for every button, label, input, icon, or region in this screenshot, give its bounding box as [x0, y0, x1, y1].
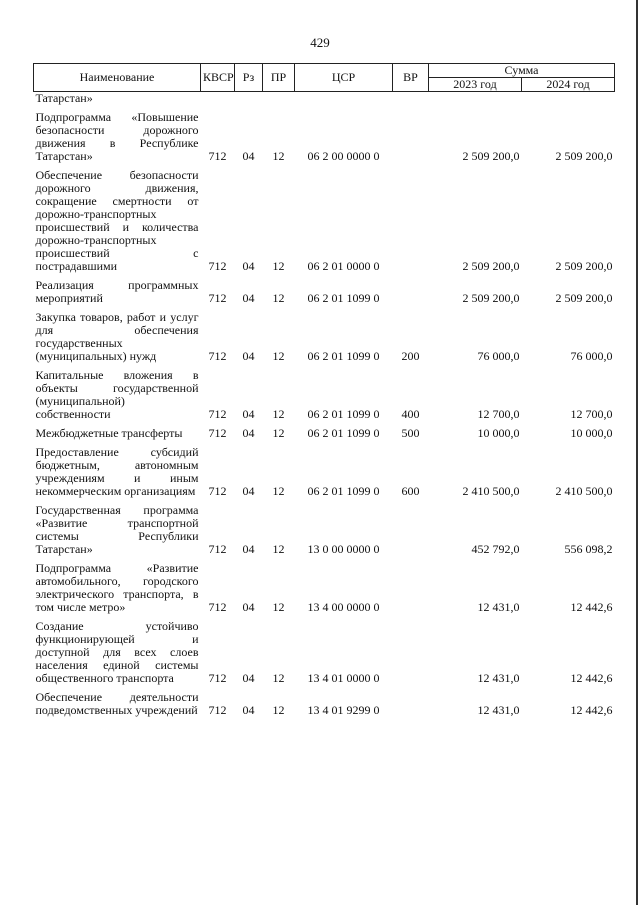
header-csr: ЦСР	[295, 64, 393, 92]
row-pr: 12	[272, 484, 285, 498]
row-csr: 06 2 00 0000 0	[307, 149, 380, 163]
table-row	[34, 107, 615, 165]
row-kvsr: 712	[208, 484, 227, 498]
row-name: Межбюджетные трансферты	[35, 426, 183, 440]
header-pr: ПР	[263, 64, 295, 92]
page-number: 429	[310, 35, 330, 50]
row-rz: 04	[242, 671, 255, 685]
table-header	[34, 64, 615, 92]
row-name: Татарстан»	[35, 91, 93, 105]
row-kvsr: 712	[208, 542, 227, 556]
row-pr: 12	[272, 149, 285, 163]
row-name: Закупка товаров, работ и услуг для обеспечения государственных (муниципальных) нужд	[35, 310, 199, 363]
row-kvsr: 712	[208, 600, 227, 614]
row-csr: 13 4 00 0000 0	[307, 600, 380, 614]
row-vr	[393, 558, 429, 616]
table-row	[34, 165, 615, 275]
row-csr: 06 2 01 1099 0	[307, 426, 380, 440]
row-vr	[393, 275, 429, 307]
row-vr	[393, 616, 429, 687]
table-row	[34, 365, 615, 423]
row-csr: 06 2 01 1099 0	[307, 484, 380, 498]
header-sum: Сумма	[429, 64, 615, 78]
row-amount-2024: 556 098,2	[564, 542, 613, 556]
row-name: Обеспечение безопасности дорожного движения, сокращение смертности от дорожно-транспортных происшествий и количества дорожно-транспортных происшествий с пострадавшими	[35, 168, 199, 273]
row-name: Создание устойчиво функционирующей и доступной для всех слоев населения единой системы общественного транспорта	[35, 619, 199, 685]
row-name: Подпрограмма «Повышение безопасности дорожного движения в Республике Татарстан»	[35, 110, 199, 163]
row-csr	[295, 92, 393, 108]
row-csr: 13 4 01 9299 0	[307, 703, 380, 717]
row-kvsr: 712	[208, 291, 227, 305]
header-rz: Рз	[235, 64, 263, 92]
table-row	[34, 616, 615, 687]
row-amount-2024: 12 442,6	[570, 703, 613, 717]
row-pr: 12	[272, 407, 285, 421]
row-amount-2024: 12 442,6	[570, 671, 613, 685]
budget-table	[33, 63, 615, 719]
row-rz: 04	[242, 426, 255, 440]
row-rz: 04	[242, 259, 255, 273]
row-csr: 13 0 00 0000 0	[307, 542, 380, 556]
row-vr: 600	[401, 484, 420, 498]
row-vr	[393, 500, 429, 558]
row-pr: 12	[272, 259, 285, 273]
row-vr	[393, 165, 429, 275]
row-csr: 06 2 01 1099 0	[307, 291, 380, 305]
header-vr: ВР	[393, 64, 429, 92]
row-amount-2023: 12 700,0	[477, 407, 520, 421]
row-rz: 04	[242, 542, 255, 556]
row-pr: 12	[272, 703, 285, 717]
table-body	[34, 92, 615, 720]
table-row	[34, 558, 615, 616]
row-kvsr: 712	[208, 349, 227, 363]
row-rz: 04	[242, 349, 255, 363]
row-rz: 04	[242, 703, 255, 717]
row-amount-2023: 76 000,0	[477, 349, 520, 363]
row-kvsr: 712	[208, 259, 227, 273]
row-amount-2023: 10 000,0	[477, 426, 520, 440]
row-kvsr: 712	[208, 407, 227, 421]
row-amount-2024: 2 410 500,0	[555, 484, 613, 498]
header-year-2024: 2024 год	[522, 78, 615, 92]
row-amount-2024: 12 700,0	[570, 407, 613, 421]
row-vr: 500	[401, 426, 420, 440]
row-vr: 400	[401, 407, 420, 421]
row-name: Государственная программа «Развитие транспортной системы Республики Татарстан»	[35, 503, 199, 556]
row-amount-2023: 12 431,0	[477, 600, 520, 614]
row-pr: 12	[272, 671, 285, 685]
row-amount-2023: 12 431,0	[477, 703, 520, 717]
row-kvsr: 712	[208, 426, 227, 440]
row-csr: 06 2 01 0000 0	[307, 259, 380, 273]
row-kvsr: 712	[208, 149, 227, 163]
row-amount-2024	[522, 92, 615, 108]
row-amount-2023: 12 431,0	[477, 671, 520, 685]
row-name: Капитальные вложения в объекты государственной (муниципальной) собственности	[35, 368, 199, 421]
table-row	[34, 500, 615, 558]
row-csr: 06 2 01 1099 0	[307, 349, 380, 363]
row-vr	[393, 92, 429, 108]
row-rz: 04	[242, 600, 255, 614]
row-amount-2023: 452 792,0	[471, 542, 520, 556]
row-csr: 13 4 01 0000 0	[307, 671, 380, 685]
row-kvsr: 712	[208, 703, 227, 717]
table-row	[34, 275, 615, 307]
row-pr	[263, 92, 295, 108]
row-amount-2024: 76 000,0	[570, 349, 613, 363]
row-name: Предоставление субсидий бюджетным, автономным учреждениям и иным некоммерческим организациям	[35, 445, 199, 498]
row-amount-2024: 10 000,0	[570, 426, 613, 440]
row-vr: 200	[401, 349, 420, 363]
row-kvsr: 712	[208, 671, 227, 685]
table-row	[34, 442, 615, 500]
row-csr: 06 2 01 1099 0	[307, 407, 380, 421]
header-kvsr: КВСР	[201, 64, 235, 92]
row-rz: 04	[242, 407, 255, 421]
row-vr	[393, 687, 429, 719]
row-amount-2023: 2 509 200,0	[462, 149, 520, 163]
row-amount-2024: 2 509 200,0	[555, 149, 613, 163]
row-amount-2024: 2 509 200,0	[555, 291, 613, 305]
header-name: Наименование	[34, 64, 201, 92]
row-amount-2023	[429, 92, 522, 108]
row-amount-2024: 12 442,6	[570, 600, 613, 614]
row-pr: 12	[272, 349, 285, 363]
page-edge-rule	[636, 0, 638, 905]
row-pr: 12	[272, 426, 285, 440]
row-rz	[235, 92, 263, 108]
row-pr: 12	[272, 542, 285, 556]
row-rz: 04	[242, 149, 255, 163]
row-kvsr	[201, 92, 235, 108]
header-year-2023: 2023 год	[429, 78, 522, 92]
table-row	[34, 687, 615, 719]
table-row	[34, 423, 615, 442]
row-rz: 04	[242, 484, 255, 498]
row-pr: 12	[272, 291, 285, 305]
row-amount-2024: 2 509 200,0	[555, 259, 613, 273]
row-amount-2023: 2 509 200,0	[462, 291, 520, 305]
row-name: Обеспечение деятельности подведомственных учреждений	[35, 690, 199, 717]
row-amount-2023: 2 410 500,0	[462, 484, 520, 498]
row-name: Реализация программных мероприятий	[35, 278, 199, 305]
row-pr: 12	[272, 600, 285, 614]
row-vr	[393, 107, 429, 165]
row-name: Подпрограмма «Развитие автомобильного, городского электрического транспорта, в том числе метро»	[35, 561, 199, 614]
table-row	[34, 92, 615, 108]
row-rz: 04	[242, 291, 255, 305]
row-amount-2023: 2 509 200,0	[462, 259, 520, 273]
table-row	[34, 307, 615, 365]
